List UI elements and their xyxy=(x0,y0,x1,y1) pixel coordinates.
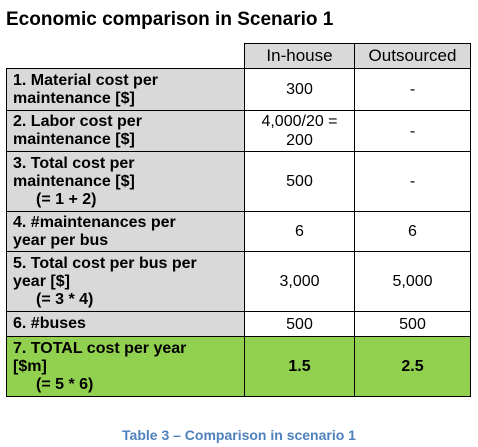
cell-inhouse-line: 3,000 xyxy=(279,273,320,290)
row-label-line: 4. #maintenances per xyxy=(13,213,176,231)
cell-inhouse xyxy=(245,212,355,252)
cell-inhouse-line: 500 xyxy=(286,173,313,190)
row-label xyxy=(7,69,245,111)
row-label-line: maintenance [$] xyxy=(13,172,135,190)
row-label xyxy=(7,252,245,312)
row-label-line: 6. #buses xyxy=(13,315,86,332)
cell-inhouse xyxy=(245,69,355,111)
row-formula: (= 3 * 4) xyxy=(36,290,94,308)
table-row xyxy=(7,69,471,111)
row-label xyxy=(7,111,245,152)
comparison-table xyxy=(6,43,471,397)
column-header-outsourced: Outsourced xyxy=(355,44,471,69)
table-row xyxy=(7,111,471,152)
cell-inhouse xyxy=(245,337,355,397)
row-label xyxy=(7,152,245,212)
cell-inhouse-line: 4,000/20 = xyxy=(261,113,338,130)
row-label xyxy=(7,337,245,397)
row-formula: (= 1 + 2) xyxy=(36,190,97,208)
table-row xyxy=(7,152,471,212)
empty-header-cell xyxy=(7,44,245,69)
row-label-line: 7. TOTAL cost per year xyxy=(13,339,187,357)
header-row xyxy=(7,44,471,69)
table-caption: Table 3 – Comparison in scenario 1 xyxy=(122,427,356,443)
table-row xyxy=(7,252,471,312)
cell-outsourced: - xyxy=(355,152,471,212)
cell-inhouse xyxy=(245,111,355,152)
row-label-line: year per bus xyxy=(13,231,109,249)
table-row xyxy=(7,212,471,252)
cell-outsourced: - xyxy=(355,69,471,111)
cell-inhouse xyxy=(245,252,355,312)
row-label xyxy=(7,212,245,252)
row-label-line: maintenance [$] xyxy=(13,89,135,107)
cell-inhouse-line: 500 xyxy=(286,315,313,333)
row-formula: (= 5 * 6) xyxy=(36,375,94,393)
cell-inhouse-line: 6 xyxy=(295,223,304,240)
cell-inhouse-line: 200 xyxy=(286,132,313,149)
row-label-line: maintenance [$] xyxy=(13,131,135,148)
row-label-line: year [$] xyxy=(13,272,70,290)
column-header-inhouse: In-house xyxy=(245,44,355,69)
cell-outsourced: 2.5 xyxy=(355,337,471,397)
cell-inhouse xyxy=(245,152,355,212)
cell-outsourced: 5,000 xyxy=(355,252,471,312)
cell-outsourced: 6 xyxy=(355,212,471,252)
table-row xyxy=(7,312,471,337)
cell-inhouse-line: 1.5 xyxy=(288,358,311,375)
cell-inhouse-line: 300 xyxy=(286,81,313,98)
cell-outsourced: - xyxy=(355,111,471,152)
row-label-line: 1. Material cost per xyxy=(13,71,158,89)
row-label-line: 5. Total cost per bus per xyxy=(13,254,197,272)
cell-inhouse xyxy=(245,312,355,337)
page-title: Economic comparison in Scenario 1 xyxy=(6,9,334,30)
row-label xyxy=(7,312,245,337)
row-label-line: [$m] xyxy=(13,357,47,375)
cell-outsourced: 500 xyxy=(355,312,471,337)
table-row xyxy=(7,337,471,397)
row-label-line: 2. Labor cost per xyxy=(13,113,142,130)
row-label-line: 3. Total cost per xyxy=(13,154,135,172)
